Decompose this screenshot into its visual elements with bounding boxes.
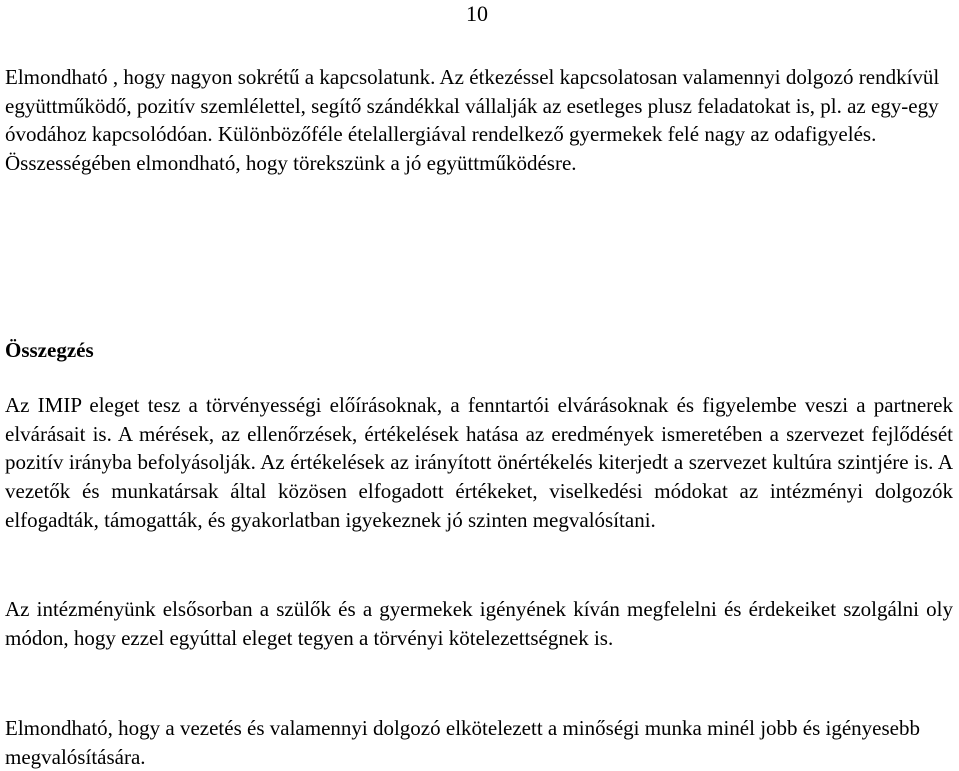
summary-paragraph-3: Elmondható, hogy a vezetés és valamennyi dolgozó elkötelezett a minőségi munka minél jobb és igényesebb megvalósítására.: [5, 716, 920, 769]
summary-paragraph-1: Az IMIP eleget tesz a törvényességi előírásoknak, a fenntartói elvárásoknak és figyelembe veszi a partnerek elvárásait is. A mérések, az ellenőrzések, értékelések hatása az eredmények ismeretében a szervezet fejlődését pozitív irányba befolyásolják. Az értékelések az irányított önértékelés kiterjedt a szervezet kultúra szintjére is. A vezetők és munkatársak által közösen elfogadott értékeket, viselkedési módokat az intézményi dolgozók elfogadták, támogatták, és gyakorlatban igyekeznek jó szinten megvalósítani.: [5, 393, 953, 532]
page-number: 10: [466, 1, 488, 26]
intro-paragraph: Elmondható , hogy nagyon sokrétű a kapcsolatunk. Az étkezéssel kapcsolatosan valamennyi dolgozó rendkívül együttműködő, pozitív szemlélettel, segítő szándékkal vállalják az esetleges plusz feladatokat is, pl. az egy-egy óvodához kapcsolódóan. Különbözőféle ételallergiával rendelkező gyermekek felé nagy az odafigyelés. Összességében elmondható, hogy törekszünk a jó együttműködésre.: [5, 65, 940, 176]
summary-paragraph-2: Az intézményünk elsősorban a szülők és a gyermekek igényének kíván megfelelni és érdekeiket szolgálni oly módon, hogy ezzel egyúttal eleget tegyen a törvényi kötelezettségnek is.: [5, 597, 953, 650]
section-heading-summary: Összegzés: [5, 338, 94, 362]
